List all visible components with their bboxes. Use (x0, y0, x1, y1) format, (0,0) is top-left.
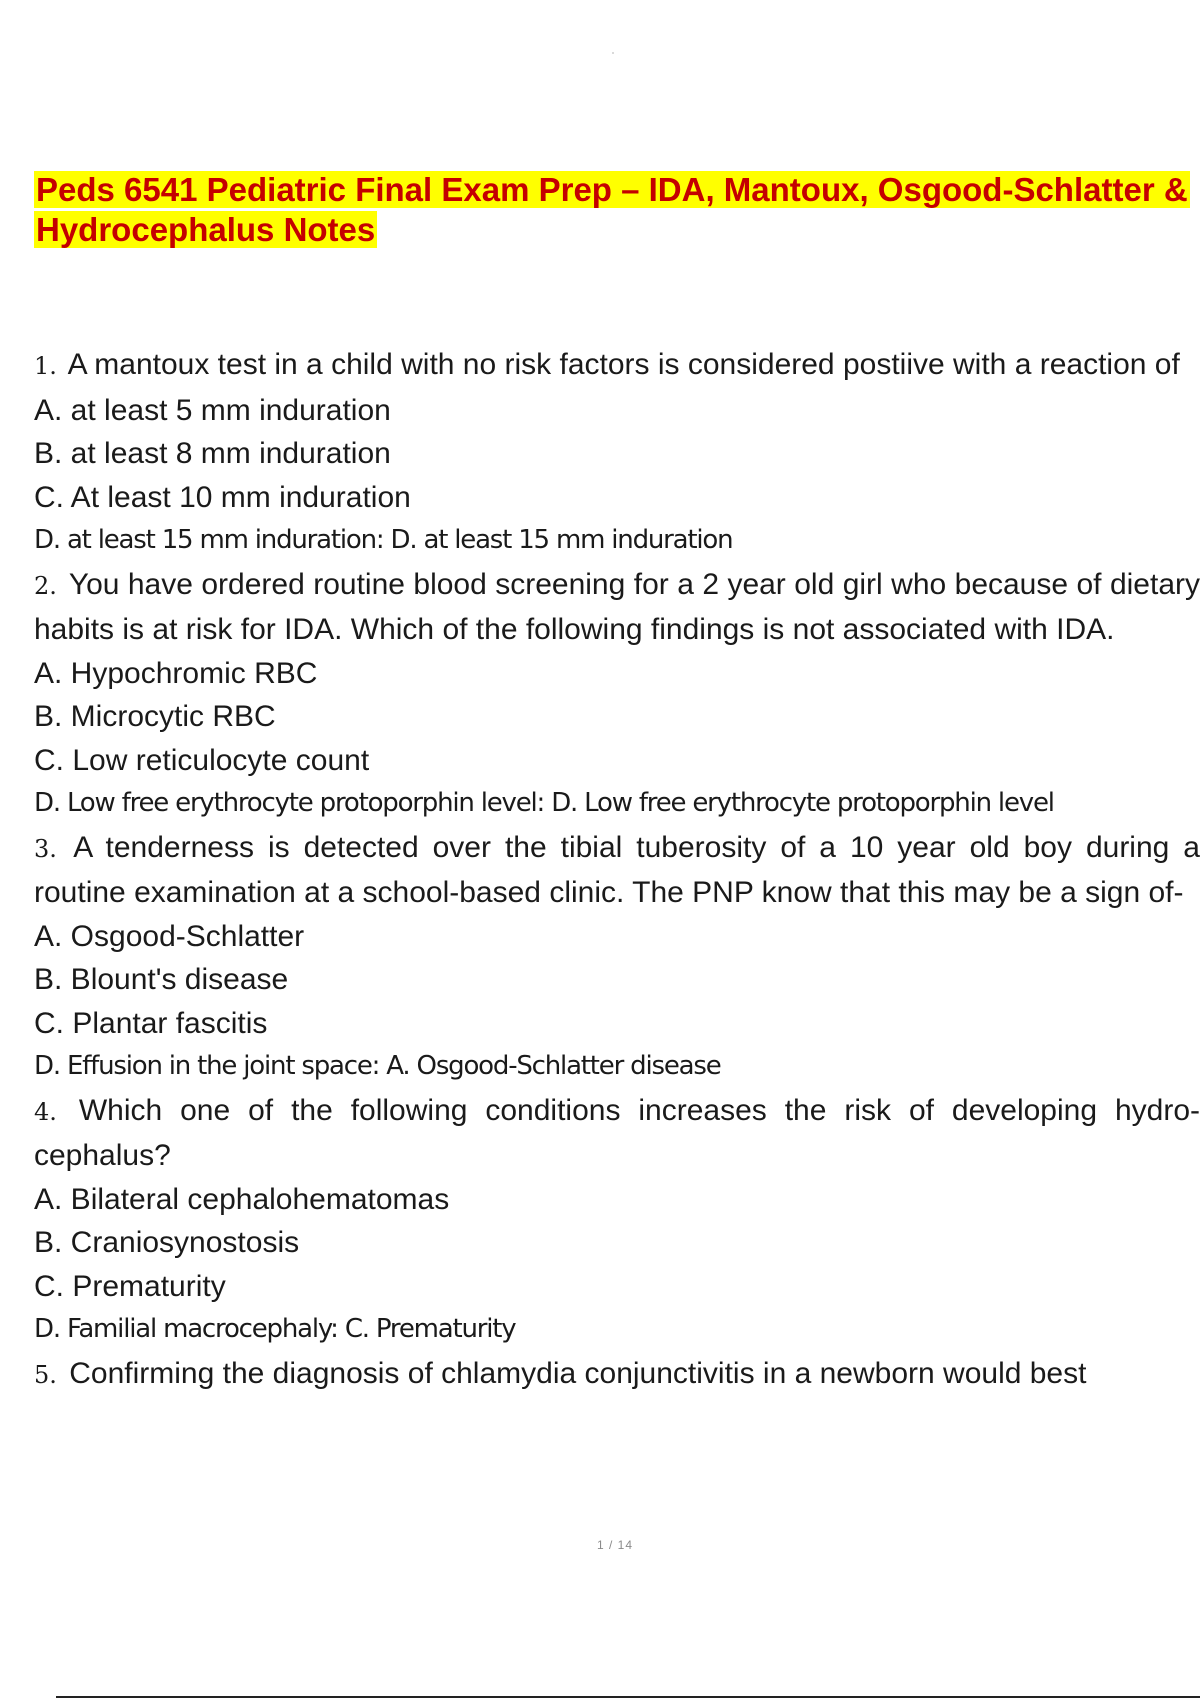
option-d-with-answer (34, 1045, 1200, 1089)
question-text: You have ordered routine blood screening for a 2 year old girl who because of dietary habits is at risk for IDA. Which of the following findings is not associated with IDA. (34, 567, 1200, 646)
option-c: C. At least 10 mm induration (34, 480, 411, 514)
title-line-1: Peds 6541 Pediatric Final Exam Prep – IDA, Mantoux, Osgood-Schlatter & (36, 171, 1188, 208)
option-a: A. at least 5 mm induration (34, 393, 391, 427)
question-5 (34, 1352, 1200, 1398)
option-a: A. Osgood-Schlatter (34, 919, 305, 953)
question-text: A tenderness is detected over the tibial tuberosity of a 10 year old boy during a routine examination at a school-based clinic. The PNP know that this may be a sign of- (34, 830, 1200, 909)
question-4 (34, 1089, 1200, 1352)
option-d-with-answer (34, 1308, 1200, 1352)
option-b: B. Microcytic RBC (34, 700, 276, 733)
question-3 (34, 826, 1200, 1089)
option-b: B. Craniosynostosis (34, 1226, 300, 1259)
document-title (34, 170, 1200, 250)
option-d-with-answer (34, 782, 1200, 826)
option-c: C. Plantar fascitis (34, 1006, 268, 1040)
question-stem (34, 563, 1200, 652)
option-b: B. Blount's disease (34, 963, 289, 996)
option-b: B. at least 8 mm induration (34, 437, 391, 470)
title-line-2: Hydrocephalus Notes (36, 211, 376, 248)
question-number: 2. (34, 571, 57, 600)
option-d-with-answer (34, 519, 1200, 563)
question-number: 5. (34, 1360, 57, 1389)
question-stem (34, 1352, 1200, 1398)
option-d: D. Low free erythrocyte protoporphin level: (34, 788, 545, 818)
question-1 (34, 343, 1200, 563)
option-d: D. Effusion in the joint space: (34, 1051, 380, 1081)
option-a: A. Bilateral cephalohematomas (34, 1182, 450, 1216)
answer: A. Osgood-Schlatter disease (386, 1051, 721, 1081)
question-stem (34, 1089, 1200, 1178)
option-d: D. at least 15 mm induration: (34, 525, 384, 555)
page-mark (612, 52, 614, 54)
option-c: C. Low reticulocyte count (34, 743, 370, 777)
page-number: 1 / 14 (596, 1538, 634, 1552)
footer-rule (56, 1696, 1200, 1698)
question-number: 3. (34, 834, 57, 863)
question-text: A mantoux test in a child with no risk factors is considered postiive with a reaction of (67, 348, 1180, 381)
question-stem (34, 826, 1200, 915)
question-stem (34, 343, 1200, 389)
question-2 (34, 563, 1200, 826)
option-d: D. Familial macrocephaly: (34, 1314, 338, 1344)
answer: D. Low free erythrocyte protoporphin level (551, 788, 1054, 818)
option-c: C. Prematurity (34, 1269, 226, 1303)
answer: D. at least 15 mm induration (390, 525, 733, 555)
question-text: Which one of the following conditions increases the risk of developing hydro- cephalus? (34, 1093, 1200, 1172)
question-number: 4. (34, 1097, 57, 1126)
option-a: A. Hypochromic RBC (34, 656, 318, 690)
answer: C. Prematurity (344, 1314, 516, 1344)
question-list (34, 343, 1200, 1397)
question-number: 1. (34, 352, 57, 380)
question-text: Confirming the diagnosis of chlamydia conjunctivitis in a newborn would best (69, 1356, 1087, 1390)
